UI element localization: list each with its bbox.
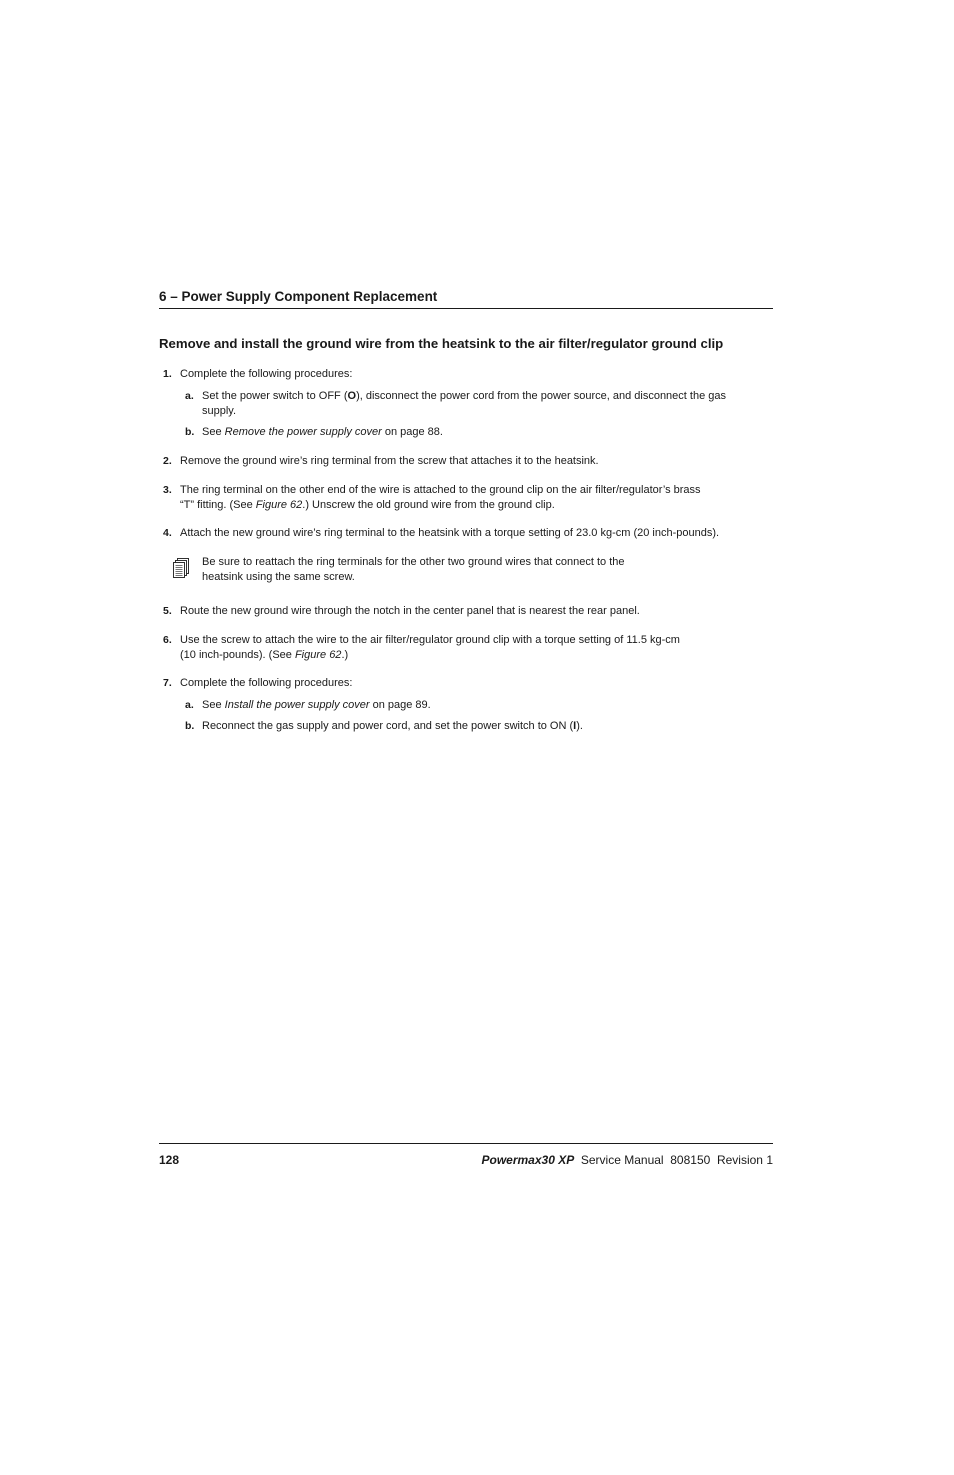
note-text: Be sure to reattach the ring terminals for the other two ground wires that connect to the [202,556,625,568]
step-text: Use the screw to attach the wire to the air filter/regulator ground clip with a torque setting of 11.5 kg-cm [180,634,680,646]
step-text: Route the new ground wire through the notch in the center panel that is nearest the rear panel. [180,605,640,617]
step-text: Attach the new ground wire’s ring terminal to the heatsink with a torque setting of 23.0 kg-cm (20 inch-pounds). [180,527,720,539]
step-text-line2: “T” fitting. (See Figure 62.) Unscrew the old ground wire from the ground clip. [180,499,555,511]
footer-doc-info [481,1153,773,1167]
step-number: 7. [163,677,172,689]
substep-text: Set the power switch to OFF (O), disconnect the power cord from the power source, and disconnect the gas [202,390,726,402]
substep-text: See Install the power supply cover on page 89. [202,699,431,711]
substep-text-line2: supply. [202,405,237,417]
substep-letter: b. [185,426,195,438]
footer-rule [159,1143,773,1144]
substep-letter: a. [185,699,194,711]
step-text: Remove the ground wire’s ring terminal from the screw that attaches it to the heatsink. [180,455,599,467]
cross-reference[interactable]: Remove the power supply cover [224,426,382,438]
note-text-line2: heatsink using the same screw. [202,571,355,583]
cross-reference[interactable]: Install the power supply cover [224,699,370,711]
step-number: 6. [163,634,172,646]
manual-info: Service Manual 808150 Revision 1 [580,1153,773,1167]
step-number: 3. [163,484,172,496]
step-number: 4. [163,527,172,539]
step-number: 2. [163,455,172,467]
figure-reference[interactable]: Figure 62 [294,649,342,661]
header-rule [159,308,773,309]
step-text: Complete the following procedures: [180,368,353,380]
product-name: Powermax30 XP [481,1153,575,1167]
step-text: The ring terminal on the other end of the wire is attached to the ground clip on the air filter/regulator’s brass [180,484,701,496]
step-text-line2: (10 inch-pounds). (See Figure 62.) [180,649,349,661]
figure-reference[interactable]: Figure 62 [255,499,303,511]
page-number: 128 [159,1153,180,1167]
substep-letter: b. [185,720,195,732]
chapter-title: 6 – Power Supply Component Replacement [159,289,438,304]
section-heading: Remove and install the ground wire from the heatsink to the air filter/regulator ground clip [159,336,724,351]
note-pages-icon [172,558,190,580]
step-number: 1. [163,368,172,380]
substep-text: Reconnect the gas supply and power cord, and set the power switch to ON (I). [202,720,583,732]
substep-text: See Remove the power supply cover on page 88. [202,426,443,438]
step-text: Complete the following procedures: [180,677,353,689]
substep-letter: a. [185,390,194,402]
step-number: 5. [163,605,172,617]
